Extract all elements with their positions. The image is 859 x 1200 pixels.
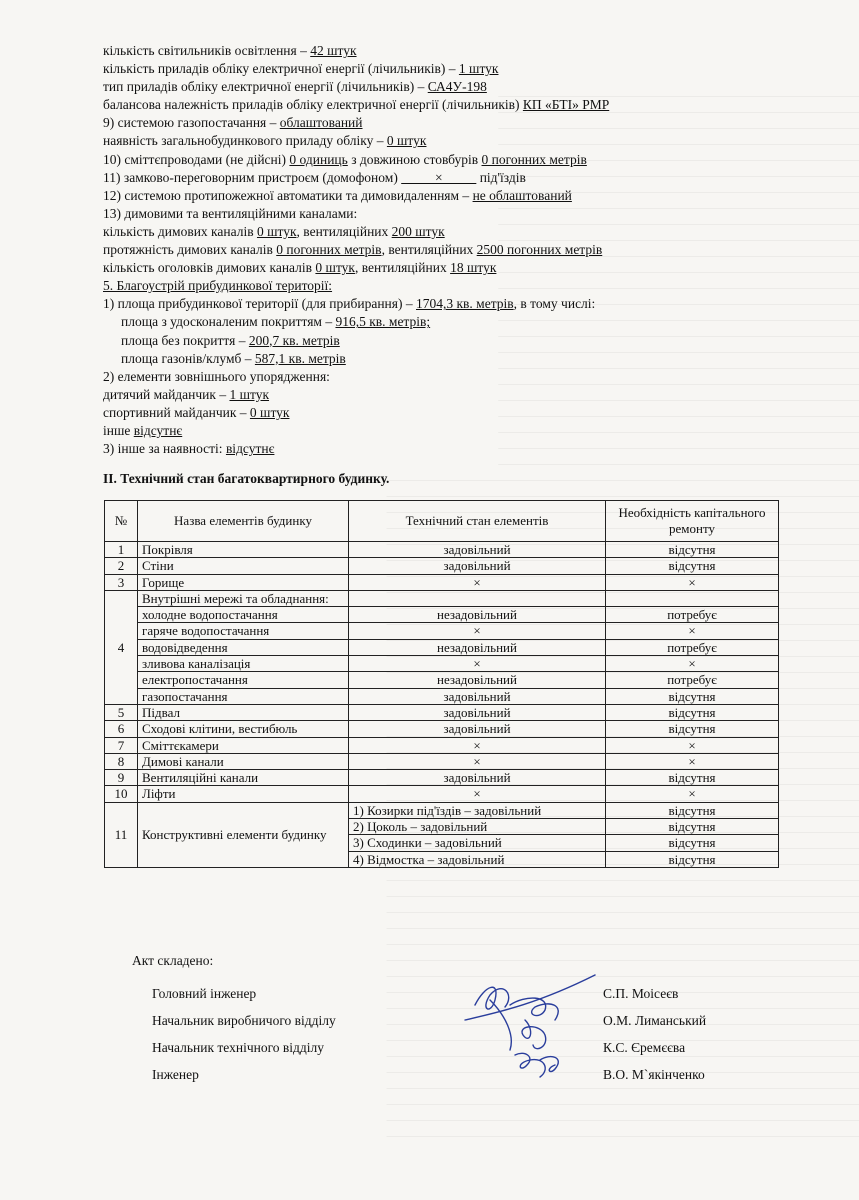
repair-need [606,590,779,606]
text-line [103,368,803,386]
signature-stroke [522,1020,546,1049]
table-row [105,656,779,672]
header-repair-need: Необхідність капітального ремонту [606,501,779,542]
line-text: 3) інше за наявності: [103,441,226,457]
underlined-value: 1704,3 кв. метрів [416,296,514,312]
line-text: площа з удосконаленим покриттям – [121,314,336,330]
text-line [103,223,803,241]
technical-state [349,590,606,606]
signatory-position: Головний інженер [152,986,257,1001]
line-text: кількість димових каналів [103,223,257,239]
signatory-name: В.О. М`якінченко [603,1067,705,1082]
technical-state: незадовільний [349,607,606,623]
technical-state: задовільний [349,688,606,704]
text-line [103,350,803,368]
table-row [105,607,779,623]
line-text: , вентиляційних [381,242,477,258]
technical-state: × [349,574,606,590]
element-name: Конструктивні елементи будинку [138,802,349,867]
repair-need: × [606,786,779,802]
underlined-value: 916,5 кв. метрів; [335,314,431,330]
table-row [105,590,779,606]
underlined-value: 0 одиниць [289,151,348,167]
element-name: холодне водопостачання [138,607,349,623]
underlined-value: відсутнє [133,422,183,438]
text-line [103,241,803,259]
text-line [103,60,803,78]
repair-need: відсутня [606,542,779,558]
text-line [103,78,803,96]
row-number: 11 [105,802,138,867]
row-number: 5 [105,704,138,720]
row-number: 6 [105,721,138,737]
table-row [105,688,779,704]
element-name: Димові канали [138,753,349,769]
text-line [103,151,803,169]
element-name: гаряче водопостачання [138,623,349,639]
line-text: з довжиною стовбурів [347,151,482,167]
element-name: зливова каналізація [138,656,349,672]
table-row [105,704,779,720]
table-row [105,786,779,802]
element-name: Сходові клітини, вестибюль [138,721,349,737]
row-number: 8 [105,753,138,769]
technical-state: незадовільний [349,639,606,655]
element-name: газопостачання [138,688,349,704]
line-text: протяжність димових каналів [103,242,277,258]
line-text: 2) елементи зовнішнього упорядження: [103,368,330,384]
element-name: електропостачання [138,672,349,688]
underlined-value: 5. Благоустрій прибудинкової території: [103,278,333,294]
table-row [105,753,779,769]
text-line [103,42,803,60]
line-text: тип приладів обліку електричної енергії (лічильників) – [103,79,428,95]
row-number: 9 [105,770,138,786]
underlined-value: 0 штук [315,260,355,276]
signatory-position: Інженер [152,1067,199,1082]
repair-need: відсутня [606,835,779,851]
signature-stroke [515,1053,545,1077]
section-title: ІІ. Технічний стан багатоквартирного будинку. [103,471,390,486]
technical-state: незадовільний [349,672,606,688]
table-row [105,574,779,590]
underlined-value: 1 штук [229,386,270,402]
element-name: Стіни [138,558,349,574]
text-line [103,169,803,187]
underlined-value: 200 штук [391,223,445,239]
line-text: 12) системою протипожежної автоматики та димовидаленням – [103,187,473,203]
text-line [103,295,803,313]
technical-state: задовільний [349,542,606,558]
element-name: Горище [138,574,349,590]
text-line [103,440,803,458]
text-line [103,132,803,150]
header-technical-state: Технічний стан елементів [349,501,606,542]
underlined-value: 0 погонних метрів [276,242,382,258]
line-text: 10) сміттєпроводами (не дійсні) [103,151,290,167]
utilities-and-territory-section [103,42,803,458]
technical-state: задовільний [349,558,606,574]
row-number: 3 [105,574,138,590]
element-name: Ліфти [138,786,349,802]
repair-need: × [606,656,779,672]
signature-stroke [475,987,509,1009]
underlined-value: 587,1 кв. метрів [254,350,346,366]
text-line [103,259,803,277]
line-text: площа газонів/клумб – [121,350,255,366]
underlined-value: 0 штук [386,133,427,149]
line-text: дитячий майданчик – [103,386,230,402]
signature-stroke [540,1057,558,1072]
handwritten-signatures [455,965,605,1095]
text-line [103,205,803,223]
underlined-value: 42 штук [310,43,357,58]
signatory-name: К.С. Єремєєва [603,1040,686,1055]
line-text: 11) замково-переговорним пристроєм (домофоном) [103,169,402,185]
text-line [103,96,803,114]
text-line [103,422,803,440]
signatory-position: Начальник технічного відділу [152,1040,325,1055]
table-row [105,542,779,558]
technical-state: задовільний [349,704,606,720]
signatory-row [152,1040,732,1058]
row-number: 4 [105,590,138,704]
line-text: кількість світильників освітлення – [103,43,311,58]
technical-state: × [349,623,606,639]
line-text: 1) площа прибудинкової території (для прибирання) – [103,296,416,312]
underlined-value: відсутнє [225,441,275,457]
element-name: Підвал [138,704,349,720]
repair-need: відсутня [606,721,779,737]
table-row [105,639,779,655]
repair-need: потребує [606,607,779,623]
technical-state: × [349,786,606,802]
underlined-value: 1 штук [458,61,499,77]
text-line [103,313,803,331]
line-text: площа без покриття – [121,332,249,348]
row-number: 7 [105,737,138,753]
repair-need: відсутня [606,770,779,786]
line-text: наявність загальнобудинкового приладу обліку – [103,133,387,149]
underlined-value: СА4У-198 [427,79,487,95]
table-row [105,737,779,753]
line-text: спортивний майданчик – [103,404,250,420]
technical-state: 1) Козирки під'їздів – задовільний [349,802,606,818]
underlined-value: 200,7 кв. метрів [248,332,340,348]
row-number: 2 [105,558,138,574]
text-line [103,114,803,132]
element-name: Покрівля [138,542,349,558]
line-text: під'їздів [476,169,526,185]
line-text: кількість приладів обліку електричної енергії (лічильників) – [103,61,459,77]
repair-need: відсутня [606,688,779,704]
repair-need: відсутня [606,802,779,818]
underlined-value: 0 погонних метрів [481,151,587,167]
signatory-row [152,1013,732,1031]
table-row [105,672,779,688]
header-element-name: Назва елементів будинку [138,501,349,542]
repair-need: потребує [606,639,779,655]
line-text: , вентиляційних [296,223,392,239]
line-text: , вентиляційних [354,260,451,276]
text-line [103,277,803,295]
signature-stroke [490,1000,511,1050]
technical-state: задовільний [349,770,606,786]
table-header-row [105,501,779,542]
element-name: Внутрішні мережі та обладнання: [138,590,349,606]
text-line [103,404,803,422]
line-text: 9) системою газопостачання – [103,115,280,131]
technical-state: × [349,656,606,672]
technical-state: 3) Сходинки – задовільний [349,835,606,851]
table-row [105,558,779,574]
technical-state-table [104,500,779,868]
signatory-position: Начальник виробничого відділу [152,1013,336,1028]
table-row [105,721,779,737]
row-number: 10 [105,786,138,802]
table-row [105,802,779,818]
underlined-value: не облаштований [472,187,572,203]
repair-need: × [606,623,779,639]
underlined-value: 2500 погонних метрів [476,242,603,258]
underlined-value: облаштований [279,115,363,131]
line-text: інше [103,422,134,438]
underlined-value: 18 штук [450,260,497,276]
repair-need: відсутня [606,819,779,835]
line-text: 13) димовими та вентиляційними каналами: [103,205,358,221]
element-name: водовідведення [138,639,349,655]
signatory-name: О.М. Лиманський [603,1013,707,1028]
text-line [103,332,803,350]
line-text: балансова належність приладів обліку електричної енергії (лічильників) [103,97,523,113]
technical-state: × [349,737,606,753]
technical-state: задовільний [349,721,606,737]
text-line [103,386,803,404]
repair-need: відсутня [606,558,779,574]
row-number: 1 [105,542,138,558]
technical-state: 4) Відмостка – задовільний [349,851,606,867]
text-line [103,187,803,205]
table-row [105,623,779,639]
element-name: Вентиляційні канали [138,770,349,786]
signatory-row [152,1067,732,1085]
act-compiled-label: Акт складено: [132,953,214,968]
repair-need: × [606,753,779,769]
repair-need: відсутня [606,851,779,867]
line-text: кількість оголовків димових каналів [103,260,316,276]
repair-need: потребує [606,672,779,688]
repair-need: × [606,737,779,753]
technical-state: × [349,753,606,769]
table-row [105,770,779,786]
signatory-name: С.П. Моісеєв [603,986,679,1001]
header-number: № [105,501,138,542]
underlined-value: КП «БТІ» РМР [522,97,610,113]
underlined-value: × [401,169,477,185]
element-name: Сміттєкамери [138,737,349,753]
underlined-value: 0 штук [249,404,290,420]
technical-state: 2) Цоколь – задовільний [349,819,606,835]
line-text: , в тому числі: [513,296,596,312]
underlined-value: 0 штук [256,223,297,239]
signatory-row [152,986,732,1004]
repair-need: × [606,574,779,590]
repair-need: відсутня [606,704,779,720]
